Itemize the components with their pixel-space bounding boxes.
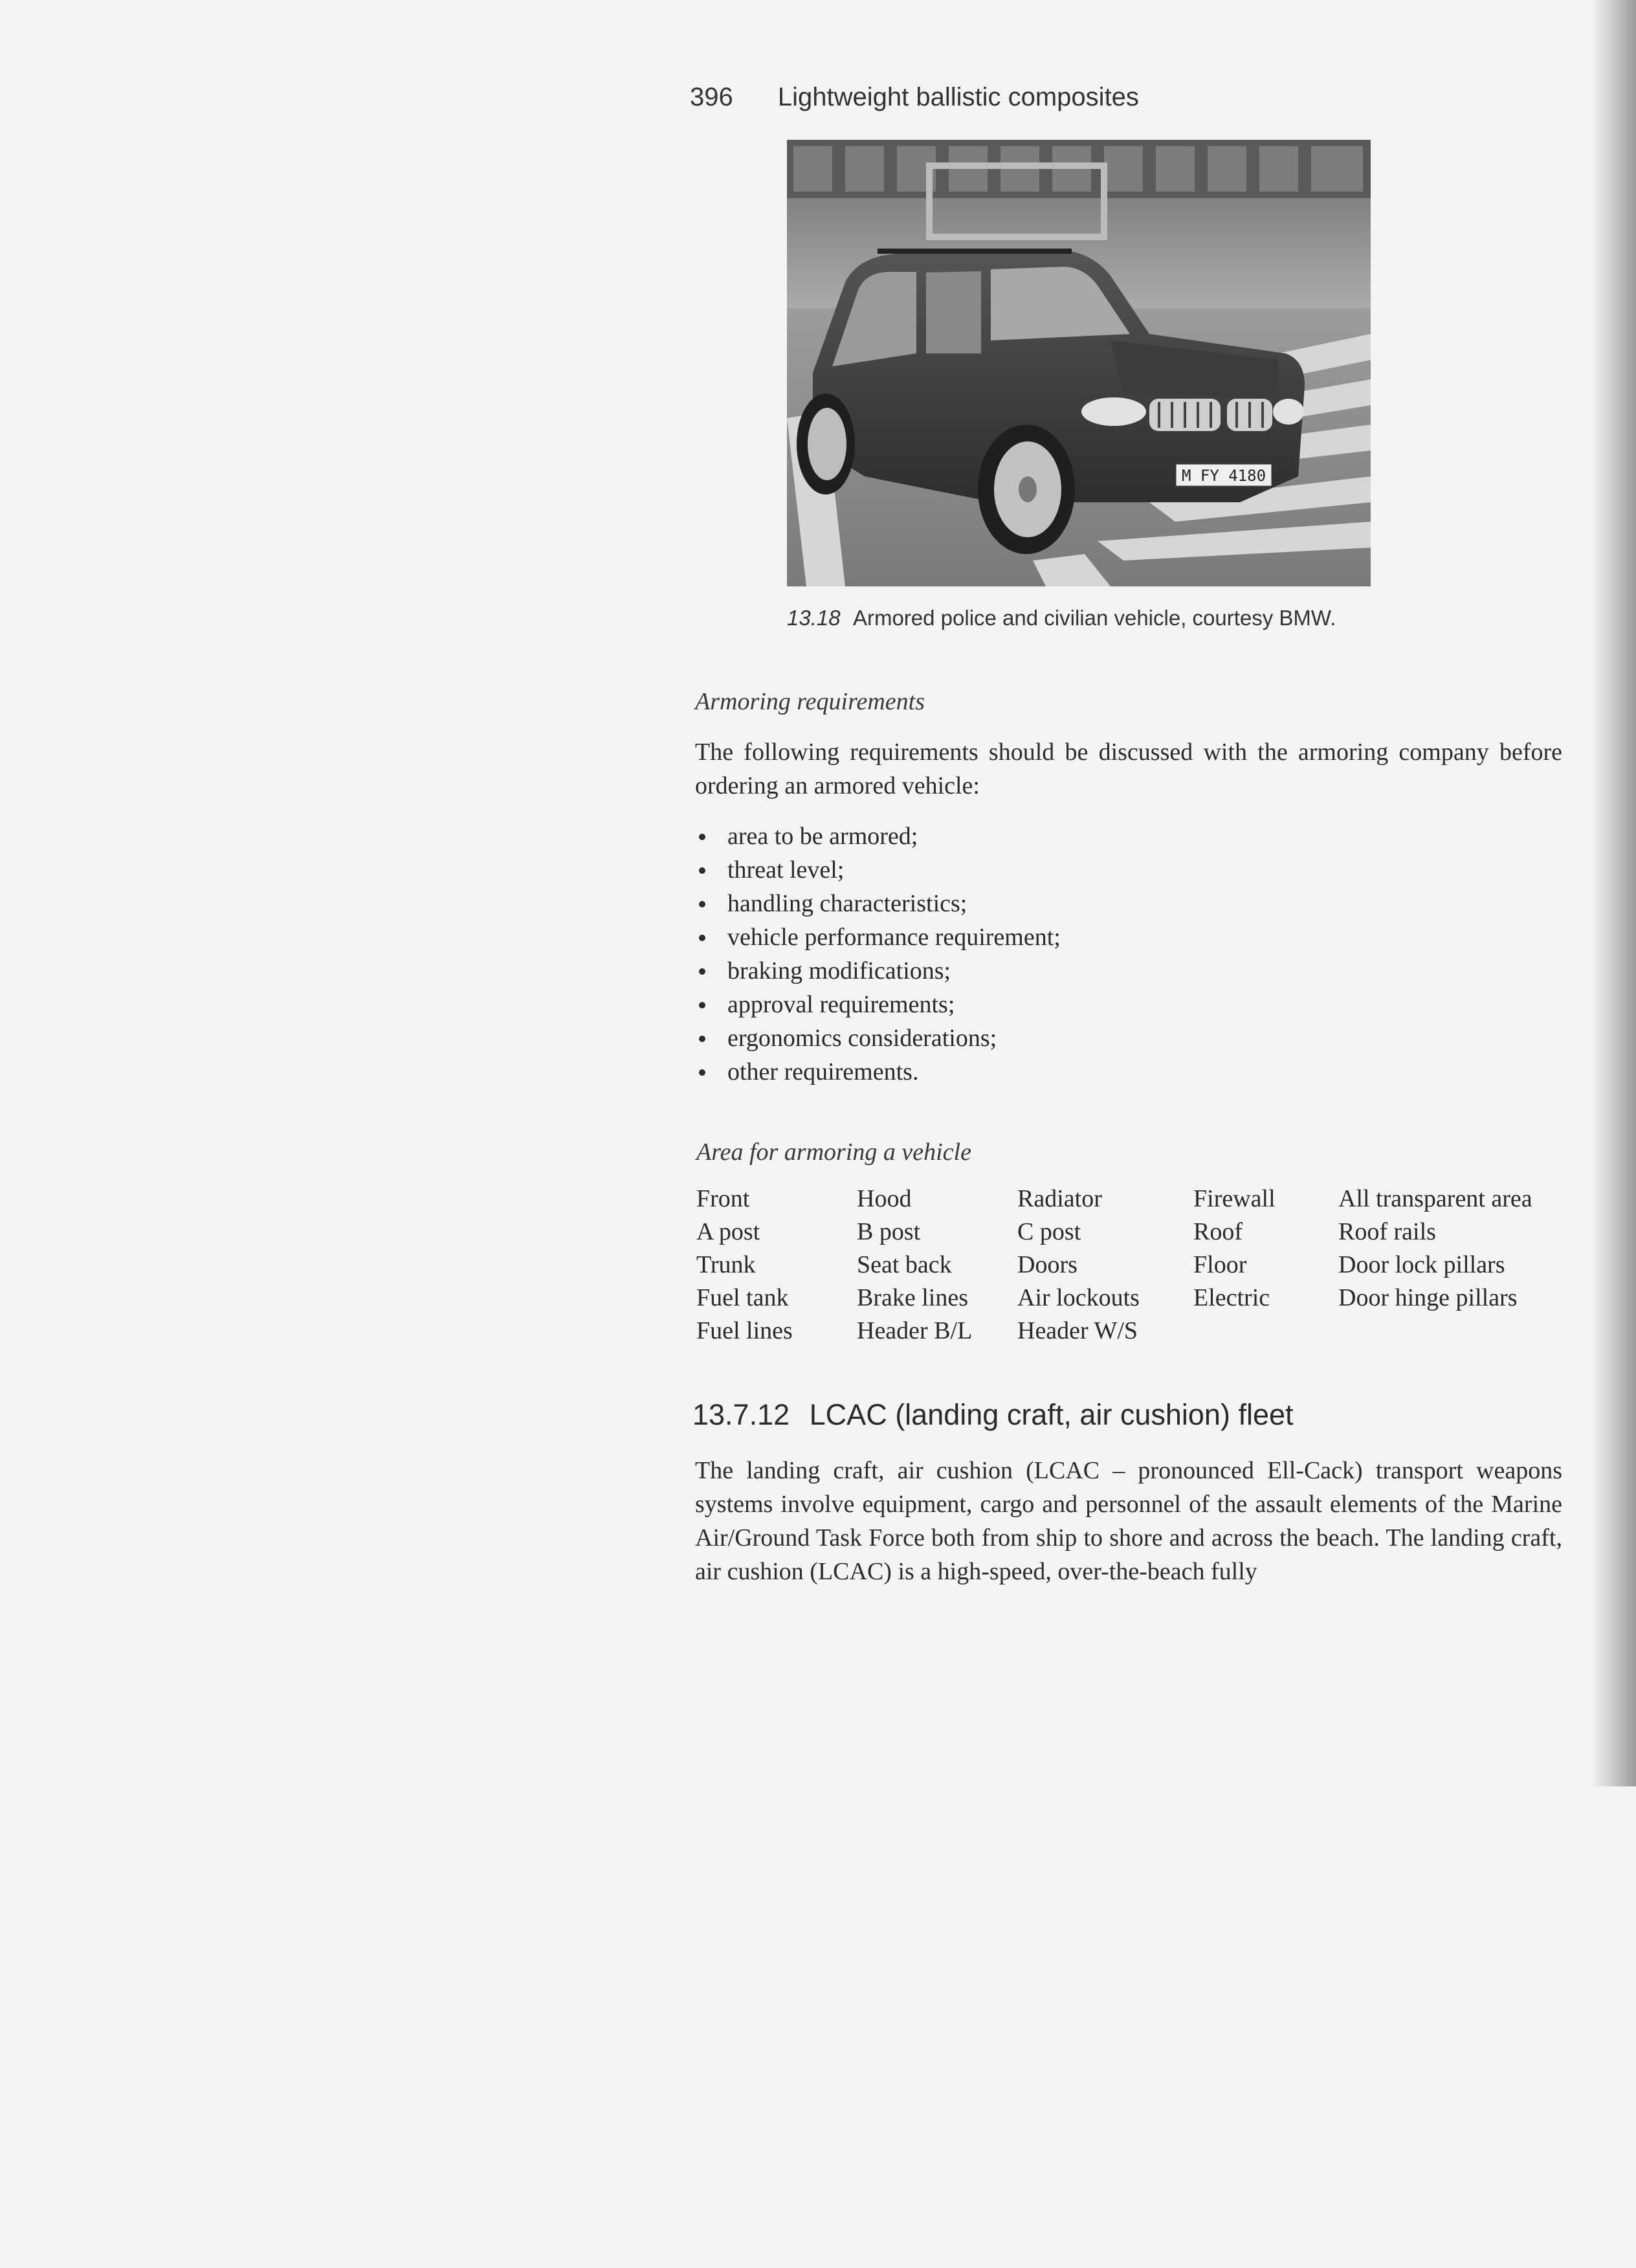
table-cell — [1193, 1317, 1338, 1350]
list-item: approval requirements; — [695, 988, 1061, 1021]
table-row — [696, 1284, 1532, 1317]
figure-caption-text: Armored police and civilian vehicle, courtesy BMW. — [852, 606, 1336, 630]
section-title: LCAC (landing craft, air cushion) fleet — [809, 1398, 1294, 1431]
table-cell: Doors — [1017, 1251, 1078, 1278]
list-item: threat level; — [695, 853, 1061, 887]
running-title: Lightweight ballistic composites — [777, 83, 1139, 111]
table-row — [696, 1317, 1532, 1350]
area-for-armoring-heading: Area for armoring a vehicle — [696, 1139, 971, 1166]
table-cell: Fuel tank — [696, 1284, 789, 1311]
table-cell: Door hinge pillars — [1338, 1284, 1518, 1311]
table-cell: Electric — [1193, 1284, 1270, 1311]
vehicle-photo — [787, 140, 1371, 586]
table-cell: Firewall — [1193, 1185, 1276, 1212]
table-cell: Brake lines — [857, 1284, 969, 1311]
figure-number: 13.18 — [787, 606, 841, 630]
list-item: vehicle performance requirement; — [695, 920, 1061, 954]
table-cell: Trunk — [696, 1251, 756, 1278]
table-cell: Air lockouts — [1017, 1284, 1140, 1311]
table-cell: Roof — [1193, 1218, 1243, 1245]
figure-caption — [787, 606, 1336, 630]
vehicle-illustration — [787, 140, 1371, 586]
running-head — [690, 83, 1139, 112]
table-cell: A post — [696, 1218, 760, 1245]
armoring-requirements-list — [695, 819, 1061, 1089]
table-cell: Roof rails — [1338, 1218, 1436, 1245]
table-cell: C post — [1017, 1218, 1081, 1245]
table-cell: Radiator — [1017, 1185, 1102, 1212]
list-item: ergonomics considerations; — [695, 1021, 1061, 1055]
table-row — [696, 1217, 1532, 1251]
table-cell: Fuel lines — [696, 1317, 793, 1344]
table-row — [696, 1251, 1532, 1284]
table-cell — [1338, 1317, 1532, 1350]
armoring-requirements-heading: Armoring requirements — [695, 688, 925, 715]
table-cell: All transparent area — [1338, 1185, 1532, 1212]
licence-plate-text: M FY 4180 — [1181, 467, 1266, 485]
page-edge-shadow — [1591, 0, 1636, 1786]
list-item: braking modifications; — [695, 954, 1061, 988]
table-cell: B post — [857, 1218, 921, 1245]
section-heading — [692, 1398, 1294, 1432]
section-number: 13.7.12 — [692, 1398, 790, 1431]
table-cell: Door lock pillars — [1338, 1251, 1505, 1278]
table-cell: Front — [696, 1185, 750, 1212]
table-cell: Seat back — [857, 1251, 952, 1278]
lcac-paragraph: The landing craft, air cushion (LCAC – pronounced Ell-Cack) transport weapons systems involve equipment, cargo and personnel of the assault elements of the Marine Air/Ground Task Force both from ship to shore and across the beach. The landing craft, air cushion (LCAC) is a high-speed, over-the-beach fully — [695, 1457, 1562, 1585]
table-cell: Hood — [857, 1185, 912, 1212]
armoring-intro-paragraph: The following requirements should be discussed with the armoring company before ordering an armored vehicle: — [695, 739, 1562, 799]
table-row — [696, 1184, 1532, 1217]
list-item: other requirements. — [695, 1055, 1061, 1089]
table-cell: Header W/S — [1017, 1317, 1138, 1344]
list-item: area to be armored; — [695, 819, 1061, 853]
table-cell: Header B/L — [857, 1317, 973, 1344]
list-item: handling characteristics; — [695, 887, 1061, 920]
armoring-area-table — [696, 1184, 1532, 1350]
table-cell: Floor — [1193, 1251, 1247, 1278]
page-number: 396 — [690, 83, 733, 111]
